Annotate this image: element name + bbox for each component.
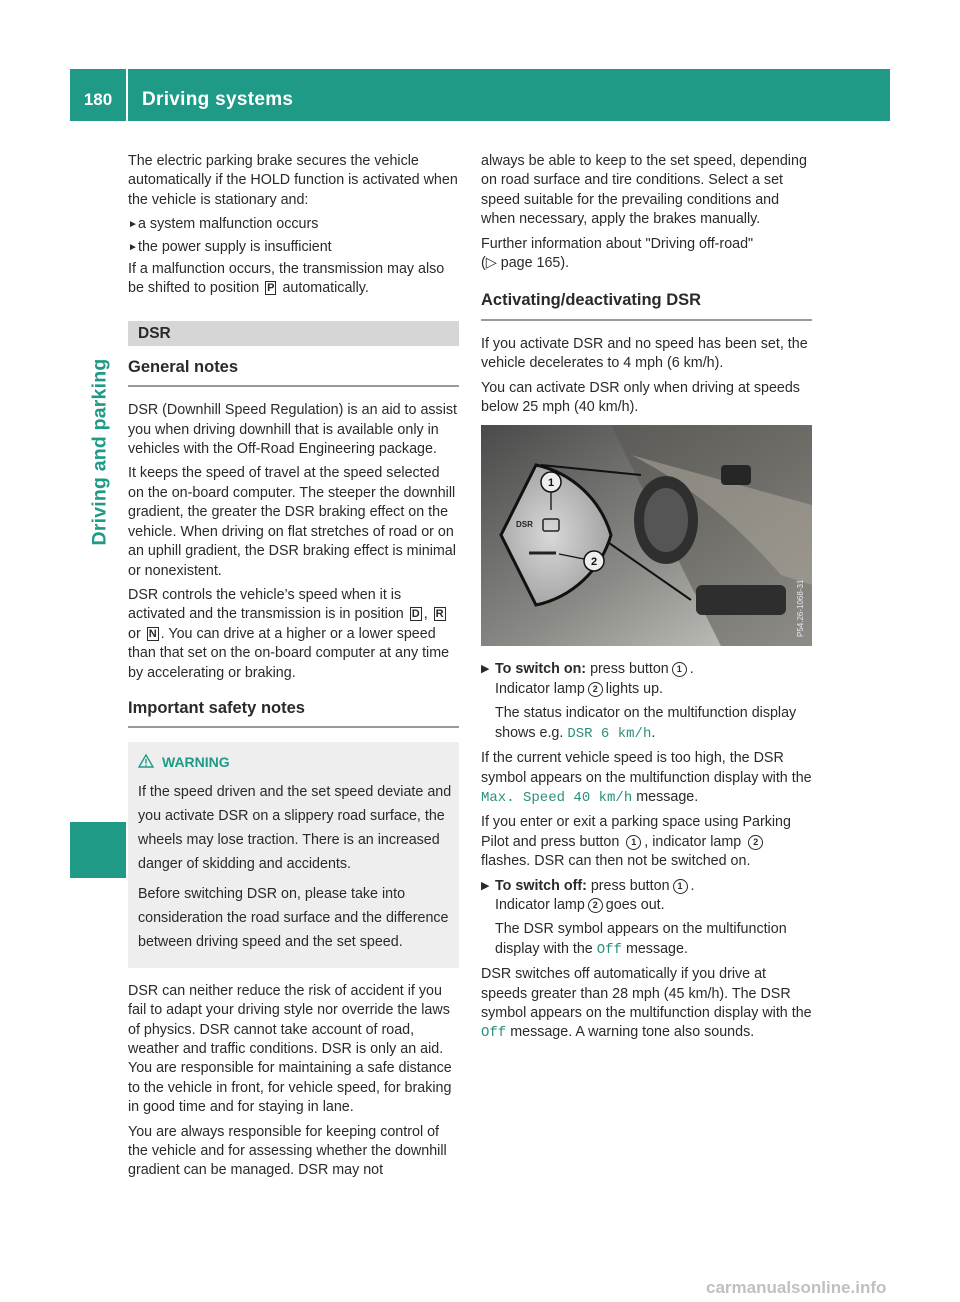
step-arrow-icon: ▶: [481, 663, 490, 676]
dsr-display-message: DSR 6 km/h: [567, 725, 652, 742]
warning-header: [138, 753, 459, 773]
callout-1-icon: 1: [673, 879, 688, 894]
photo-code: P54.26-1068-31: [796, 580, 805, 638]
section-header-dsr: DSR: [128, 321, 459, 346]
left-column: [128, 152, 459, 1186]
header-divider: [126, 69, 128, 121]
dsr-button-photo: [481, 425, 812, 646]
dsr-definition-paragraph: DSR (Downhill Speed Regulation) is an aid to assist you when driving downhill that is available only in vehicles with the Off-Road Engineering package.: [128, 402, 457, 458]
offroad-reference: Further information about "Driving off-road" (▷ page 165).: [481, 235, 754, 272]
gear-p-symbol: P: [267, 282, 275, 295]
warning-box: [128, 742, 459, 967]
callout-2-icon: 2: [748, 835, 763, 850]
activate-speed-paragraph: You can activate DSR only when driving at speeds below 25 mph (40 km/h).: [481, 379, 800, 416]
callout-2-icon: 2: [588, 682, 603, 697]
right-column: [481, 152, 812, 1049]
callout-2-icon: 2: [588, 898, 603, 913]
heading-safety-notes: Important safety notes: [128, 699, 459, 728]
step-switch-on: ▶ To switch on: press button 1 . Indicator lamp 2 lights up. The status indicator on the multifunction display shows e.g. DSR 6 km/h.: [481, 660, 812, 749]
callout-1-icon: 1: [626, 835, 641, 850]
warning-text-2: Before switching DSR on, please take into consideration the road surface and the difference between driving speed and the set speed.: [138, 885, 449, 950]
gear-r-symbol: R: [435, 608, 444, 621]
page-title: Driving systems: [142, 89, 294, 110]
side-marker-box: [70, 822, 126, 878]
dsr-speed-paragraph: It keeps the speed of travel at the speed selected on the on-board computer. The steeper the downhill gradient, the greater the DSR braking effect on the vehicle. When driving on flat stretches of road or on an uphill gradient, the DSR braking effect is minimal or nonexistent.: [128, 465, 456, 579]
callout-1-icon: 1: [672, 662, 687, 677]
list-item: ► the power supply is insufficient: [128, 238, 459, 257]
heading-general-notes: General notes: [128, 358, 459, 387]
speed-too-high-paragraph: If the current vehicle speed is too high, the DSR symbol appears on the multifunction display with the Max. Speed 40 km/h message.: [481, 750, 812, 806]
dsr-control-paragraph: DSR controls the vehicle’s speed when it is activated and the transmission is in position D , R or N . You can drive at a higher or a lower speed than that set on the on-board computer at any time by accelerating or braking.: [128, 586, 450, 681]
photo-callout-1: 1: [547, 477, 555, 490]
step-arrow-icon: ▶: [481, 879, 490, 892]
dsr-limits-paragraph: DSR can neither reduce the risk of accident if you fail to adapt your driving style nor override the laws of physics. DSR cannot take account of road, weather and traffic conditions. DSR is only an aid. You are responsible for maintaining a safe distance to the vehicle in front, for vehicle speed, for braking in good time and for staying in lane.: [128, 982, 452, 1116]
footer-watermark: carmanualsonline.info: [706, 1278, 887, 1297]
page-ref-icon: ▷: [485, 255, 497, 272]
bullet-icon: ►: [128, 219, 138, 231]
activate-paragraph: If you activate DSR and no speed has been set, the vehicle decelerates to 4 mph (6 km/h).: [481, 335, 808, 372]
photo-callout-2: 2: [590, 556, 598, 569]
auto-off-paragraph: DSR switches off automatically if you drive at speeds greater than 28 mph (45 km/h). The DSR symbol appears on the multifunction display with the Off message. A warning tone also sounds.: [481, 966, 812, 1042]
gear-d-symbol: D: [411, 608, 420, 621]
list-item: ► a system malfunction occurs: [128, 215, 459, 234]
page-link[interactable]: page 165).: [500, 255, 570, 272]
dsr-responsibility-paragraph: You are always responsible for keeping control of the vehicle and for assessing whether the downhill gradient can be managed. DSR may not: [128, 1123, 447, 1179]
gear-n-symbol: N: [148, 627, 157, 640]
continued-paragraph: always be able to keep to the set speed, depending on road surface and tire conditions. Select a set speed suitable for the prevailing conditions and when necessary, apply the brakes manually.: [481, 153, 807, 228]
warning-triangle-icon: [138, 754, 154, 768]
max-speed-message: Max. Speed 40 km/h: [481, 789, 633, 806]
warning-title: WARNING: [162, 754, 230, 771]
off-message: Off: [596, 941, 622, 958]
intro-paragraph: The electric parking brake secures the vehicle automatically if the HOLD function is activated when the vehicle is stationary and:: [128, 153, 458, 208]
photo-button-label: DSR: [516, 520, 533, 530]
off-message: Off: [481, 1025, 507, 1042]
malfunction-paragraph: If a malfunction occurs, the transmission may also be shifted to position P automatically.: [128, 261, 445, 297]
page-number: 180: [83, 90, 113, 109]
bullet-icon: ►: [128, 241, 138, 253]
warning-text-1: If the speed driven and the set speed deviate and you activate DSR on a slippery road surface, the wheels may lose traction. There is an increased danger of skidding and accidents.: [138, 783, 452, 872]
side-section-label: Driving and parking: [88, 358, 111, 546]
heading-activating-dsr: Activating/deactivating DSR: [481, 291, 812, 320]
step-switch-off: ▶ To switch off: press button 1 . Indicator lamp 2 goes out. The DSR symbol appears on the multifunction display with the Off message.: [481, 877, 812, 966]
parking-pilot-paragraph: If you enter or exit a parking space using Parking Pilot and press button 1 , indicator lamp 2 flashes. DSR can then not be switched on.: [481, 814, 791, 870]
